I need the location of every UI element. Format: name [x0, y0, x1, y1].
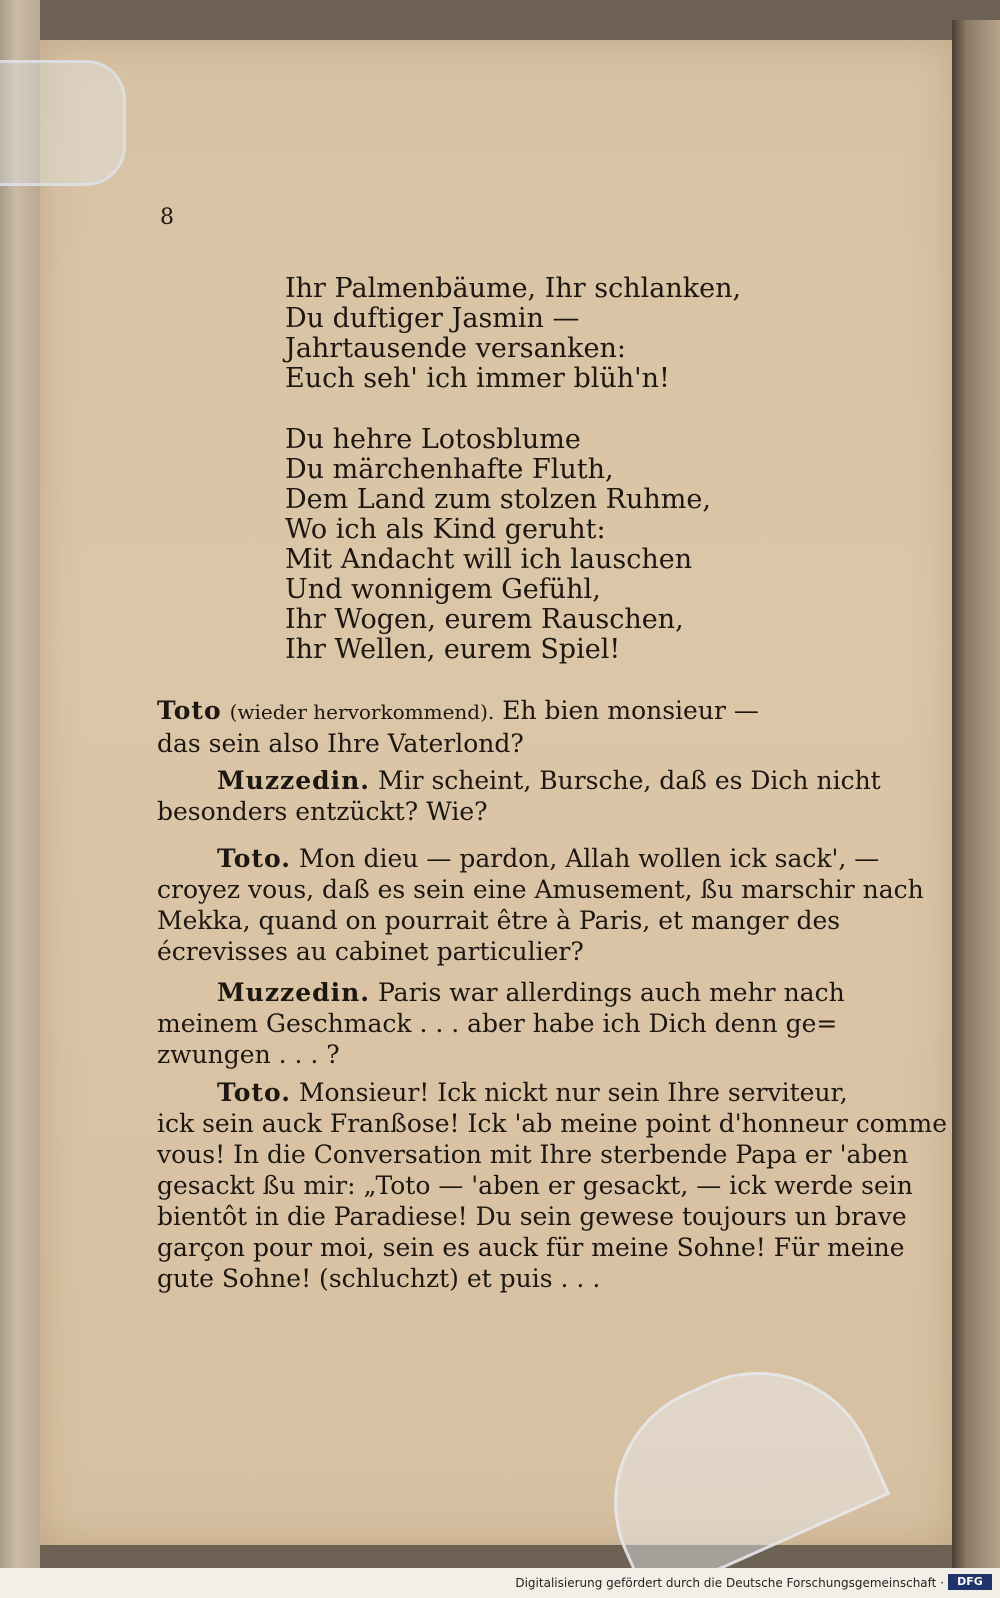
dialogue-block-5	[157, 1077, 948, 1294]
speaker-name: Muzzedin.	[217, 978, 371, 1007]
verse-line: Und wonnigem Gefühl,	[285, 574, 601, 605]
verse-line: Ihr Palmenbäume, Ihr schlanken,	[285, 273, 742, 304]
speaker-name: Toto.	[217, 844, 291, 873]
dialogue-text: Paris war allerdings auch mehr nach	[377, 978, 845, 1007]
footer-bar	[0, 1568, 1000, 1598]
dialogue-block-3	[157, 843, 924, 967]
verse-line: Ihr Wellen, eurem Spiel!	[285, 634, 621, 665]
book-right-edge	[952, 20, 1000, 1568]
speaker-name: Toto.	[217, 1078, 291, 1107]
dialogue-line	[157, 695, 885, 728]
dialogue-line: croyez vous, daß es sein eine Amusement, ßu marschir nach	[157, 875, 924, 904]
dialogue-line: das sein also Ihre Vaterlond?	[157, 729, 524, 758]
dialogue-line: ick sein auck Franßose! Ick 'ab meine point d'honneur comme	[157, 1109, 948, 1138]
dialogue-block-2	[157, 765, 885, 827]
dialogue-line: zwungen . . . ?	[157, 1040, 340, 1069]
dialogue-line: vous! In die Conversation mit Ihre sterbende Papa er 'aben	[157, 1140, 909, 1169]
stage-direction: (wieder hervorkommend).	[229, 700, 495, 724]
verse-line: Mit Andacht will ich lauschen	[285, 544, 693, 575]
book-left-edge	[0, 0, 40, 1568]
verse-line: Dem Land zum stolzen Ruhme,	[285, 484, 711, 515]
dialogue-line: bientôt in die Paradiese! Du sein gewese toujours un brave	[157, 1202, 907, 1231]
verse-stanza-2	[285, 425, 711, 665]
verse-stanza-1	[285, 274, 741, 394]
dfg-logo: DFG	[948, 1574, 992, 1590]
dialogue-line: Mekka, quand on pourrait être à Paris, et manger des	[157, 906, 841, 935]
speaker-name: Toto	[157, 696, 222, 725]
dialogue-line	[157, 765, 885, 796]
dialogue-block-1	[157, 695, 885, 759]
dialogue-text: Mon dieu — pardon, Allah wollen ick sack', —	[298, 844, 880, 873]
speaker-name: Muzzedin.	[217, 766, 371, 795]
dialogue-line: écrevisses au cabinet particulier?	[157, 937, 584, 966]
verse-line: Ihr Wogen, eurem Rauschen,	[285, 604, 684, 635]
dialogue-line: garçon pour moi, sein es auck für meine Sohne! Für meine	[157, 1233, 905, 1262]
verse-line: Du duftiger Jasmin —	[285, 303, 580, 334]
funding-credit: Digitalisierung gefördert durch die Deutsche Forschungsgemeinschaft ·	[515, 1576, 944, 1590]
dialogue-line: gesackt ßu mir: „Toto — 'aben er gesackt, — ick werde sein	[157, 1171, 913, 1200]
verse-line: Du märchenhafte Fluth,	[285, 454, 614, 485]
verse-line: Du hehre Lotosblume	[285, 424, 581, 455]
dialogue-text: Monsieur! Ick nickt nur sein Ihre serviteur,	[298, 1078, 848, 1107]
dialogue-line: besonders entzückt? Wie?	[157, 797, 488, 826]
verse-line: Wo ich als Kind geruht:	[285, 514, 606, 545]
page-number: 8	[160, 205, 174, 230]
glass-clip-top	[0, 60, 126, 186]
verse-line: Jahrtausende versanken:	[285, 333, 626, 364]
verse-line: Euch seh' ich immer blüh'n!	[285, 363, 670, 394]
dialogue-block-4	[157, 977, 885, 1070]
dialogue-line: gute Sohne! (schluchzt) et puis . . .	[157, 1264, 601, 1293]
dialogue-text: Eh bien monsieur —	[502, 696, 759, 725]
dialogue-text: Mir scheint, Bursche, daß es Dich nicht	[377, 766, 881, 795]
dialogue-line	[157, 977, 885, 1008]
dialogue-line	[157, 1077, 885, 1108]
dialogue-line	[157, 843, 885, 874]
dialogue-line: meinem Geschmack . . . aber habe ich Dich denn ge=	[157, 1009, 838, 1038]
